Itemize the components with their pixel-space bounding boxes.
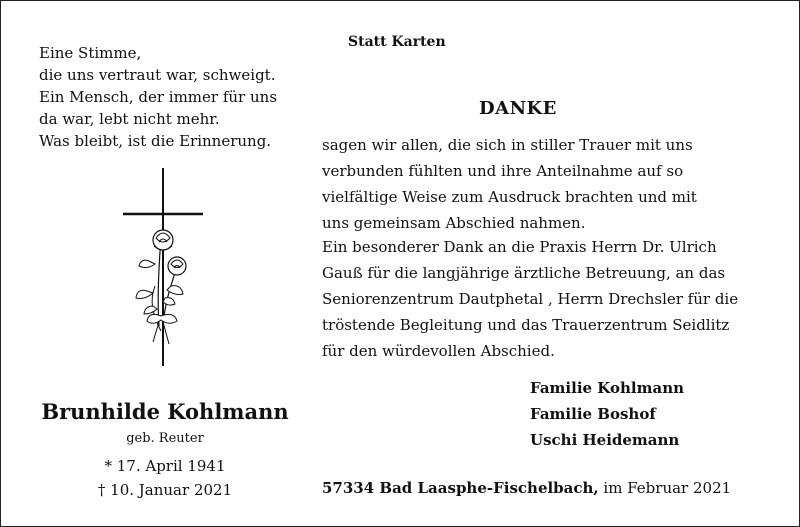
place: 57334 Bad Laasphe-Fischelbach, — [322, 479, 599, 497]
poem-line: Was bleibt, ist die Erinnerung. — [39, 132, 272, 150]
family-name: Familie Boshof — [530, 405, 656, 423]
date: im Februar 2021 — [598, 479, 732, 497]
death-date-line — [1, 481, 329, 499]
poem-line: die uns vertraut war, schweigt. — [39, 66, 276, 84]
paragraph-line: Ein besonderer Dank an die Praxis Herrn Dr. Ulrich — [322, 238, 717, 256]
cross-with-roses-icon — [119, 166, 209, 366]
danke-heading: DANKE — [479, 98, 557, 119]
paragraph-line: sagen wir allen, die sich in stiller Trauer mit uns — [322, 136, 693, 154]
paragraph-line: uns gemeinsam Abschied nahmen. — [322, 214, 586, 232]
poem-line: da war, lebt nicht mehr. — [39, 110, 220, 128]
poem-line: Eine Stimme, — [39, 44, 142, 62]
place-and-date — [322, 479, 731, 497]
family-signatures — [530, 375, 684, 453]
paragraph-line: Seniorenzentrum Dautphetal , Herrn Drechsler für die — [322, 290, 739, 308]
thanks-paragraph — [322, 132, 697, 236]
paragraph-line: tröstende Begleitung und das Trauerzentrum Seidlitz — [322, 316, 730, 334]
birth-date: * 17. April 1941 — [104, 457, 226, 475]
special-thanks-paragraph — [322, 234, 738, 364]
maiden-name: geb. Reuter — [126, 431, 204, 446]
death-date: 10. Januar 2021 — [110, 481, 233, 499]
statt-karten: Statt Karten — [348, 34, 446, 50]
paragraph-line: verbunden fühlten und ihre Anteilnahme auf so — [322, 162, 684, 180]
poem-line: Ein Mensch, der immer für uns — [39, 88, 278, 106]
deceased-name: Brunhilde Kohlmann — [41, 399, 289, 424]
memorial-poem — [39, 42, 277, 152]
family-name: Familie Kohlmann — [530, 379, 684, 397]
dagger-icon: † — [97, 481, 106, 499]
family-name: Uschi Heidemann — [530, 431, 680, 449]
paragraph-line: vielfältige Weise zum Ausdruck brachten und mit — [322, 188, 697, 206]
paragraph-line: Gauß für die langjährige ärztliche Betreuung, an das — [322, 264, 726, 282]
paragraph-line: für den würdevollen Abschied. — [322, 342, 555, 360]
